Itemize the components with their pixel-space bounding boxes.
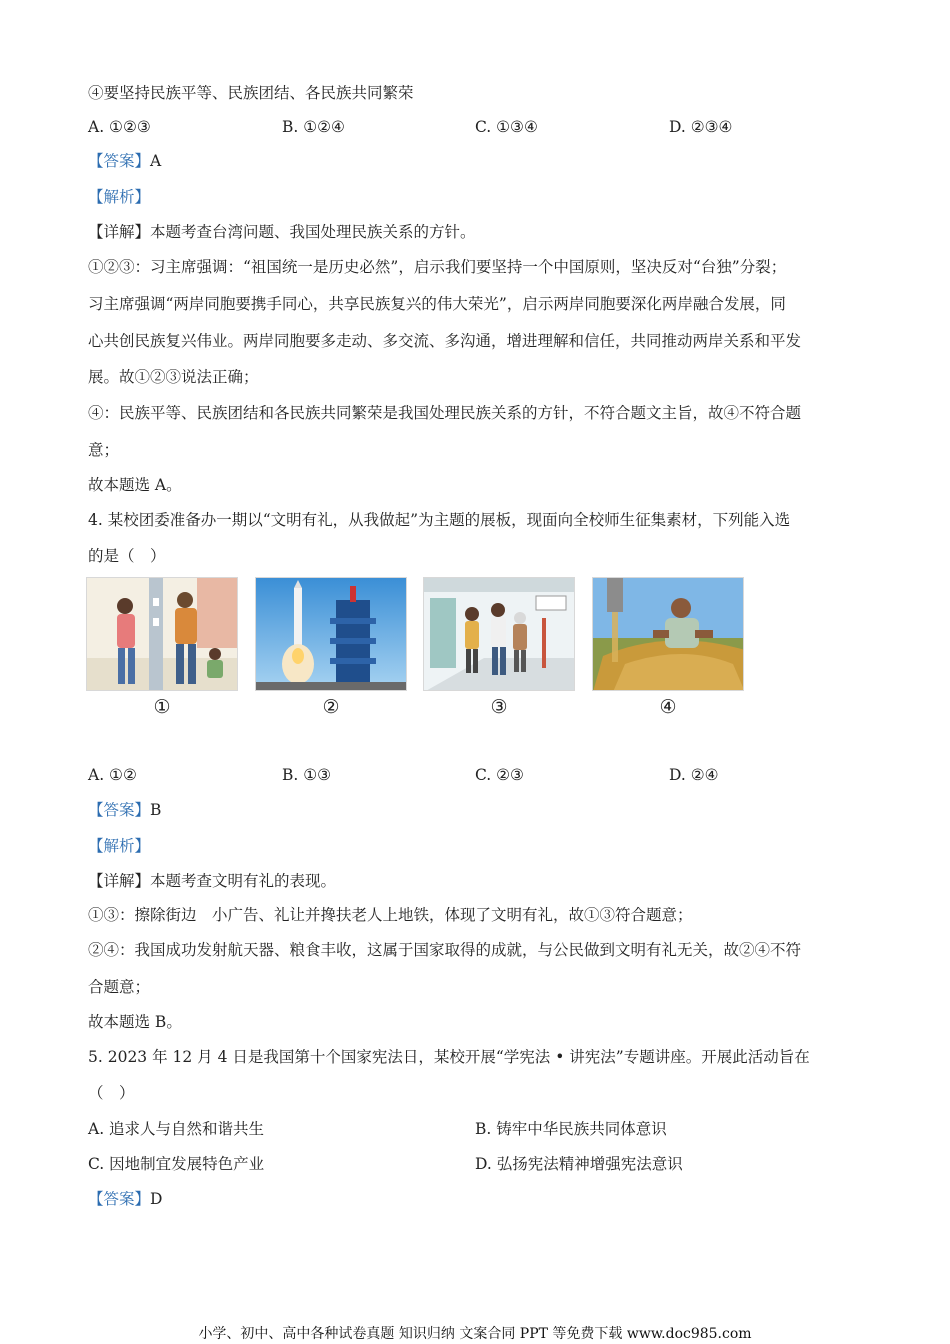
answer-value: D xyxy=(150,1190,163,1208)
q3-conclusion: 故本题选 A。 xyxy=(88,476,182,494)
q4-choice-d: D. ②④ xyxy=(669,766,719,784)
subway-helping-elderly-illustration xyxy=(424,578,575,691)
q3-detail-line: ①②③：习主席强调：“祖国统一是历史必然”，启示我们要坚持一个中国原则，坚决反对“台独”分裂； xyxy=(88,258,787,276)
q3-answer xyxy=(88,151,161,171)
q4-stem-line2: 的是（ ） xyxy=(88,547,166,565)
q4-analysis-label: 【解析】 xyxy=(88,837,151,855)
q5-choice-d: D. 弘扬宪法精神增强宪法意识 xyxy=(475,1155,683,1173)
q5-choice-a: A. 追求人与自然和谐共生 xyxy=(88,1120,265,1138)
detail-intro: 本题考查文明有礼的表现。 xyxy=(150,872,337,890)
q3-detail-line: 习主席强调“两岸同胞要携手同心，共享民族复兴的伟大荣光”，启示两岸同胞要深化两岸融合发展，同 xyxy=(88,295,786,313)
q4-choice-c: C. ②③ xyxy=(475,766,524,784)
detail-label: 【详解】 xyxy=(88,223,151,241)
q3-detail-line: 心共创民族复兴伟业。两岸同胞要多走动、多交流、多沟通，增进理解和信任，共同推动两岸关系和平发 xyxy=(88,332,802,350)
answer-value: B xyxy=(150,801,162,819)
q5-stem-line2: （ ） xyxy=(88,1084,135,1102)
q4-detail xyxy=(88,871,336,891)
q4-choice-a: A. ①② xyxy=(88,766,137,784)
illustration-3 xyxy=(423,577,575,691)
answer-label: 【答案】 xyxy=(88,801,151,819)
image-caption-3: ③ xyxy=(490,696,508,718)
answer-value: A xyxy=(150,152,162,170)
q5-stem-line1: 5. 2023 年 12 月 4 日是我国第十个国家宪法日，某校开展“学宪法 • 讲宪法”专题讲座。开展此活动旨在 xyxy=(88,1048,810,1066)
q3-detail-line: 意； xyxy=(88,441,120,459)
cleaning-ads-illustration xyxy=(87,578,238,691)
q3-option-4: ④要坚持民族平等、民族团结、各民族共同繁荣 xyxy=(88,84,414,102)
q4-detail-line: ②④：我国成功发射航天器、粮食丰收，这属于国家取得的成就，与公民做到文明有礼无关，故②④不符 xyxy=(88,941,802,959)
q3-detail xyxy=(88,222,476,242)
answer-label: 【答案】 xyxy=(88,1190,151,1208)
image-caption-4: ④ xyxy=(659,696,677,718)
grain-harvest-photo xyxy=(593,578,744,691)
q3-detail-line: 展。故①②③说法正确； xyxy=(88,368,259,386)
answer-label: 【答案】 xyxy=(88,152,151,170)
q3-detail-line: ④：民族平等、民族团结和各民族共同繁荣是我国处理民族关系的方针，不符合题文主旨，故④不符合题 xyxy=(88,404,802,422)
detail-label: 【详解】 xyxy=(88,872,151,890)
page-footer: 小学、初中、高中各种试卷真题 知识归纳 文案合同 PPT 等免费下载 www.doc985.com xyxy=(198,1326,752,1342)
q5-answer xyxy=(88,1189,162,1209)
illustration-1 xyxy=(86,577,238,691)
q4-conclusion: 故本题选 B。 xyxy=(88,1013,182,1031)
q5-choice-b: B. 铸牢中华民族共同体意识 xyxy=(475,1120,667,1138)
detail-intro: 本题考查台湾问题、我国处理民族关系的方针。 xyxy=(150,223,476,241)
q4-answer xyxy=(88,800,161,820)
illustration-4 xyxy=(592,577,744,691)
q3-choice-c: C. ①③④ xyxy=(475,118,538,136)
q3-analysis-label: 【解析】 xyxy=(88,188,151,206)
q3-choice-b: B. ①②④ xyxy=(282,118,345,136)
q5-choice-c: C. 因地制宜发展特色产业 xyxy=(88,1155,265,1173)
image-caption-1: ① xyxy=(153,696,171,718)
image-caption-2: ② xyxy=(322,696,340,718)
rocket-launch-photo xyxy=(256,578,407,691)
q4-stem-line1: 4. 某校团委准备办一期以“文明有礼，从我做起”为主题的展板，现面向全校师生征集素材，下列能入选 xyxy=(88,511,791,529)
illustration-2 xyxy=(255,577,407,691)
q4-choice-b: B. ①③ xyxy=(282,766,332,784)
q3-choice-d: D. ②③④ xyxy=(669,118,733,136)
q3-choice-a: A. ①②③ xyxy=(88,118,151,136)
q4-detail-line: 合题意； xyxy=(88,978,151,996)
q4-detail-line: ①③：擦除街边 小广告、礼让并搀扶老人上地铁，体现了文明有礼，故①③符合题意； xyxy=(88,906,693,924)
